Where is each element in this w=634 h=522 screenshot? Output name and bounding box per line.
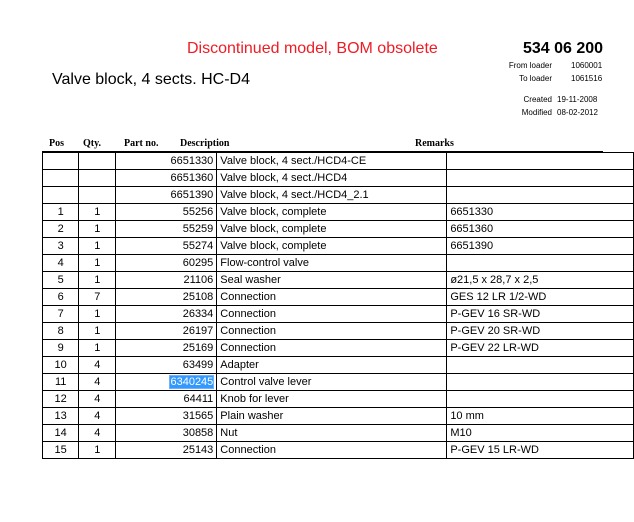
description-cell: Connection bbox=[217, 340, 447, 357]
description-cell: Seal washer bbox=[217, 272, 447, 289]
column-header-remarks: Remarks bbox=[415, 138, 454, 149]
from-loader-value: 1060001 bbox=[571, 61, 603, 70]
pos-cell: 6 bbox=[43, 289, 79, 306]
created-value: 19-11-2008 bbox=[557, 95, 598, 104]
pos-cell: 12 bbox=[43, 391, 79, 408]
part-number-cell: 25143 bbox=[116, 442, 217, 459]
description-cell: Valve block, 4 sect./HCD4-CE bbox=[217, 153, 447, 170]
remarks-cell: 6651360 bbox=[447, 221, 634, 238]
table-row bbox=[43, 170, 634, 187]
qty-cell: 4 bbox=[79, 425, 116, 442]
remarks-cell: P-GEV 20 SR-WD bbox=[447, 323, 634, 340]
part-number-cell: 6651390 bbox=[116, 187, 217, 204]
table-row bbox=[43, 272, 634, 289]
pos-cell: 14 bbox=[43, 425, 79, 442]
page-title: Valve block, 4 sects. HC-D4 bbox=[52, 71, 250, 88]
created-label: Created bbox=[523, 95, 552, 104]
description-cell: Valve block, 4 sect./HCD4 bbox=[217, 170, 447, 187]
table-row bbox=[43, 425, 634, 442]
table-row bbox=[43, 408, 634, 425]
description-cell: Nut bbox=[217, 425, 447, 442]
description-cell: Flow-control valve bbox=[217, 255, 447, 272]
description-cell: Connection bbox=[217, 289, 447, 306]
to-loader-value: 1061516 bbox=[571, 74, 603, 83]
description-cell: Plain washer bbox=[217, 408, 447, 425]
remarks-cell bbox=[447, 187, 634, 204]
bom-table bbox=[42, 152, 634, 459]
pos-cell: 5 bbox=[43, 272, 79, 289]
table-row bbox=[43, 204, 634, 221]
remarks-cell: P-GEV 16 SR-WD bbox=[447, 306, 634, 323]
pos-cell bbox=[43, 170, 79, 187]
remarks-cell: P-GEV 22 LR-WD bbox=[447, 340, 634, 357]
description-cell: Valve block, 4 sect./HCD4_2.1 bbox=[217, 187, 447, 204]
table-row bbox=[43, 187, 634, 204]
pos-cell: 7 bbox=[43, 306, 79, 323]
part-number-cell: 55274 bbox=[116, 238, 217, 255]
qty-cell: 1 bbox=[79, 272, 116, 289]
part-number-cell: 6651360 bbox=[116, 170, 217, 187]
pos-cell: 10 bbox=[43, 357, 79, 374]
description-cell: Connection bbox=[217, 442, 447, 459]
table-row bbox=[43, 221, 634, 238]
pos-cell: 15 bbox=[43, 442, 79, 459]
qty-cell: 1 bbox=[79, 255, 116, 272]
description-cell: Adapter bbox=[217, 357, 447, 374]
description-cell: Connection bbox=[217, 323, 447, 340]
remarks-cell: 10 mm bbox=[447, 408, 634, 425]
pos-cell: 8 bbox=[43, 323, 79, 340]
pos-cell bbox=[43, 153, 79, 170]
pos-cell: 13 bbox=[43, 408, 79, 425]
qty-cell: 1 bbox=[79, 204, 116, 221]
pos-cell bbox=[43, 187, 79, 204]
qty-cell: 1 bbox=[79, 323, 116, 340]
qty-cell: 1 bbox=[79, 221, 116, 238]
part-number-cell: 31565 bbox=[116, 408, 217, 425]
part-number-cell: 64411 bbox=[116, 391, 217, 408]
table-row bbox=[43, 442, 634, 459]
qty-cell: 4 bbox=[79, 357, 116, 374]
table-row bbox=[43, 323, 634, 340]
qty-cell bbox=[79, 187, 116, 204]
part-number-cell: 26334 bbox=[116, 306, 217, 323]
part-number-cell: 6651330 bbox=[116, 153, 217, 170]
description-cell: Valve block, complete bbox=[217, 204, 447, 221]
column-header-pos: Pos bbox=[49, 138, 64, 149]
qty-cell: 1 bbox=[79, 306, 116, 323]
table-row bbox=[43, 153, 634, 170]
status-banner: Discontinued model, BOM obsolete bbox=[187, 40, 438, 57]
from-loader-label: From loader bbox=[508, 61, 552, 70]
description-cell: Valve block, complete bbox=[217, 238, 447, 255]
to-loader-label: To loader bbox=[519, 74, 552, 83]
qty-cell: 4 bbox=[79, 408, 116, 425]
remarks-cell: GES 12 LR 1/2-WD bbox=[447, 289, 634, 306]
qty-cell bbox=[79, 170, 116, 187]
remarks-cell: 6651390 bbox=[447, 238, 634, 255]
description-cell: Valve block, complete bbox=[217, 221, 447, 238]
part-number-cell: 63499 bbox=[116, 357, 217, 374]
qty-cell bbox=[79, 153, 116, 170]
document-number: 534 06 200 bbox=[523, 40, 604, 57]
table-row bbox=[43, 238, 634, 255]
pos-cell: 9 bbox=[43, 340, 79, 357]
table-row bbox=[43, 306, 634, 323]
table-row bbox=[43, 357, 634, 374]
pos-cell: 11 bbox=[43, 374, 79, 391]
remarks-cell bbox=[447, 255, 634, 272]
remarks-cell: M10 bbox=[447, 425, 634, 442]
selected-part-number[interactable]: 6340245 bbox=[170, 376, 214, 388]
qty-cell: 1 bbox=[79, 238, 116, 255]
part-number-cell: 55259 bbox=[116, 221, 217, 238]
part-number-cell: 55256 bbox=[116, 204, 217, 221]
pos-cell: 3 bbox=[43, 238, 79, 255]
table-row bbox=[43, 255, 634, 272]
table-row bbox=[43, 289, 634, 306]
part-number-cell: 30858 bbox=[116, 425, 217, 442]
remarks-cell bbox=[447, 374, 634, 391]
description-cell: Knob for lever bbox=[217, 391, 447, 408]
remarks-cell: 6651330 bbox=[447, 204, 634, 221]
qty-cell: 1 bbox=[79, 442, 116, 459]
pos-cell: 1 bbox=[43, 204, 79, 221]
qty-cell: 7 bbox=[79, 289, 116, 306]
part-number-cell: 25169 bbox=[116, 340, 217, 357]
column-header-qty: Qty. bbox=[83, 138, 102, 149]
description-cell: Control valve lever bbox=[217, 374, 447, 391]
modified-value: 08-02-2012 bbox=[557, 108, 598, 117]
column-header-description: Description bbox=[180, 138, 230, 149]
part-number-cell: 60295 bbox=[116, 255, 217, 272]
part-number-cell bbox=[116, 374, 217, 391]
remarks-cell: ø21,5 x 28,7 x 2,5 bbox=[447, 272, 634, 289]
qty-cell: 1 bbox=[79, 340, 116, 357]
table-row bbox=[43, 374, 634, 391]
remarks-cell bbox=[447, 357, 634, 374]
table-row bbox=[43, 391, 634, 408]
qty-cell: 4 bbox=[79, 391, 116, 408]
modified-label: Modified bbox=[521, 108, 552, 117]
part-number-cell: 25108 bbox=[116, 289, 217, 306]
remarks-cell bbox=[447, 153, 634, 170]
part-number-cell: 26197 bbox=[116, 323, 217, 340]
pos-cell: 4 bbox=[43, 255, 79, 272]
table-row bbox=[43, 340, 634, 357]
description-cell: Connection bbox=[217, 306, 447, 323]
qty-cell: 4 bbox=[79, 374, 116, 391]
pos-cell: 2 bbox=[43, 221, 79, 238]
part-number-cell: 21106 bbox=[116, 272, 217, 289]
remarks-cell: P-GEV 15 LR-WD bbox=[447, 442, 634, 459]
remarks-cell bbox=[447, 170, 634, 187]
column-header-part-no: Part no. bbox=[124, 138, 159, 149]
remarks-cell bbox=[447, 391, 634, 408]
